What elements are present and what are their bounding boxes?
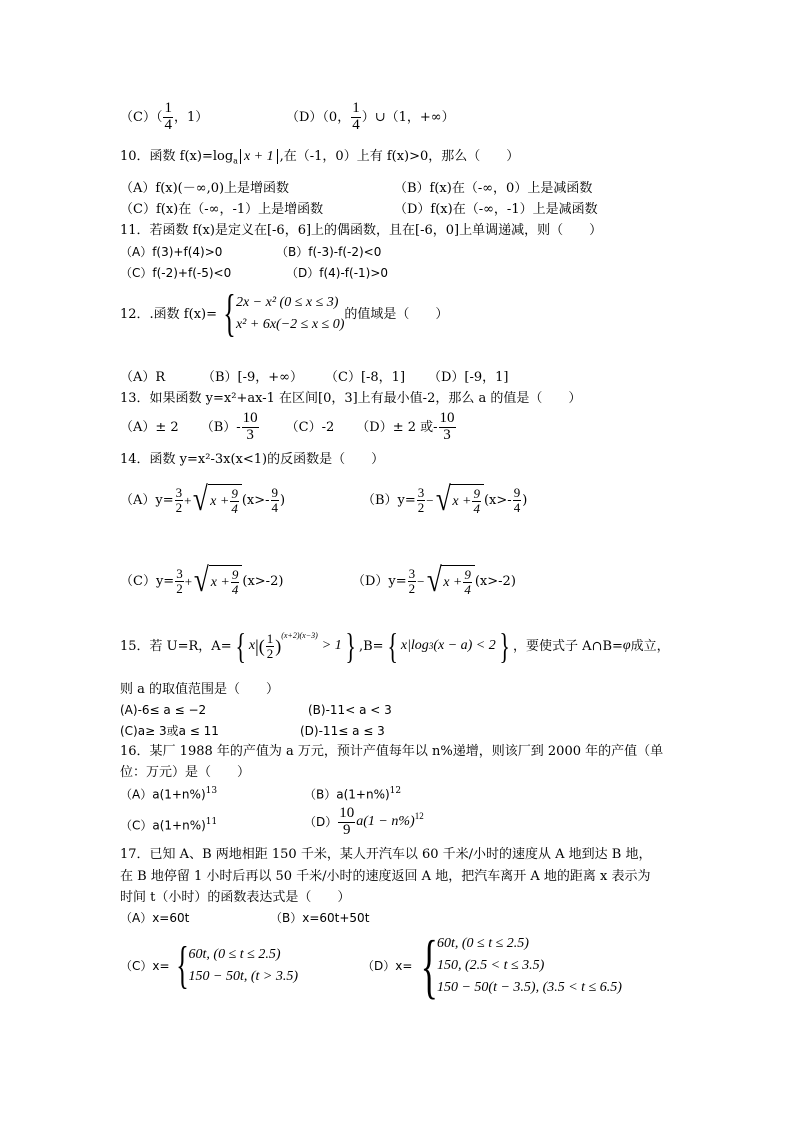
q17-c-cases (189, 944, 299, 987)
q15-stem-c: ，要使式子 A∩B= (513, 638, 623, 654)
q14-b-r-num: 9 (473, 486, 480, 502)
q17-stem-2: 在 B 地停留 1 小时后再以 50 千米/小时的速度返回 A 地，把汽车离开 A 地的距离 x 表示为 (120, 869, 651, 884)
q14-a-dom-num: 9 (271, 484, 279, 500)
q9-d-num: 1 (352, 100, 360, 116)
q14-a-r-den: 4 (231, 501, 238, 516)
radical-icon: √ (193, 481, 209, 518)
q14-b-dom-den: 4 (513, 499, 521, 515)
q12-case-1: 2x − x² (0 ≤ x ≤ 3) (235, 295, 339, 311)
q14-b-sqrt (434, 483, 484, 517)
q14-c-f-num: 3 (176, 565, 183, 581)
q14-d-label: （D）y= (352, 573, 407, 589)
q16-b-text: （B）a(1+n%) (304, 787, 390, 802)
q16-a-text: （A）a(1+n%) (120, 787, 206, 802)
radical-icon: √ (426, 562, 442, 599)
q12-case-2: x² + 6x(−2 ≤ x ≤ 0) (235, 317, 345, 332)
q10-abs-expr: x + 1 (240, 149, 278, 164)
q15-option-b: (B)-11< a < 3 (308, 703, 392, 717)
q13-option-b-label: （B）- (200, 419, 241, 435)
q13-option-d-label: （D）± 2 或- (356, 419, 438, 435)
q15-stem (120, 628, 670, 664)
q16-d-fraction (338, 806, 355, 839)
q11-option-b: （B）f(-3)-f(-2)<0 (276, 245, 382, 259)
q15-stem-b: ,B= (359, 638, 384, 654)
q15-set-b-open: { (387, 626, 398, 666)
q15-set-a-close-paren: ) (275, 636, 282, 656)
q17-option-c (120, 937, 299, 994)
q10-stem-b: ,在（-1，0）上有 f(x)>0，那么（ ） (279, 149, 520, 164)
q15-stem-d: 成立， (630, 638, 670, 654)
q15-set-b-base: 3 (428, 640, 434, 651)
q16-stem-1: 16．某厂 1988 年的产值为 a 万元，预计产值每年以 n%递增，则该厂到 2000 年的产值（单 (120, 744, 664, 759)
q14-c-r-var: x + (210, 574, 230, 590)
q14-a-dom-den: 4 (271, 499, 279, 515)
q9-d-label: （D）（0， (286, 109, 351, 125)
q14-d-sign: − (417, 573, 425, 589)
q17-d-brace: { (421, 926, 439, 1006)
q15-set-a-close: } (345, 626, 356, 666)
q14-b-dom-close: ) (522, 492, 528, 508)
q16-option-d (304, 806, 424, 839)
q14-a-r-num: 9 (231, 486, 238, 502)
q15-set-a-var: x (248, 638, 256, 653)
q9-d-tail: ）∪（1，+∞） (361, 109, 455, 125)
q14-d-f-den: 2 (408, 580, 416, 596)
q14-b-r-var: x + (452, 493, 472, 509)
q16-option-b (304, 787, 401, 801)
q15-option-a: (A)-6≤ a ≤ −2 (120, 703, 207, 717)
q13-option-d-fraction (439, 411, 456, 444)
q14-b-dom-frac (513, 486, 522, 514)
q14-b-label: （B）y= (362, 492, 416, 508)
q16-a-exp: 13 (205, 786, 218, 796)
q14-c-label: （C）y= (120, 573, 175, 589)
q14-c-sqrt (192, 564, 242, 598)
q15-set-a-num: 1 (266, 630, 274, 646)
q16-d-den: 9 (343, 821, 351, 838)
q14-d-r-var: x + (443, 574, 463, 590)
q15-set-a-den: 2 (266, 645, 274, 661)
q9-c-num: 1 (164, 100, 172, 116)
q15-set-b-body: x|log (400, 638, 429, 653)
q13-b-num: 10 (242, 410, 258, 426)
q14-b-r-frac (472, 487, 481, 515)
q14-option-b (362, 483, 527, 517)
q13-d-num: 10 (439, 410, 455, 426)
q14-b-r-den: 4 (473, 501, 480, 516)
q16-c-exp: 11 (205, 817, 218, 827)
q14-c-fraction (175, 567, 184, 595)
q15-phi: φ (622, 638, 631, 653)
q14-a-label: （A）y= (120, 492, 174, 508)
q16-option-c (120, 818, 217, 832)
q13-b-den: 3 (246, 426, 254, 443)
q11-option-d: （D）f(4)-f(-1)>0 (286, 266, 389, 280)
q14-c-r-frac (231, 568, 240, 596)
q15-set-a-bar: |( (255, 636, 265, 656)
q15-stem-a: 15．若 U=R，A= (120, 638, 232, 654)
q10-log-base: a (233, 156, 238, 166)
q14-a-fraction (175, 486, 184, 514)
q17-option-b: （B）x=60t+50t (270, 911, 370, 925)
q17-stem-3: 时间 t（小时）的函数表达式是（ ） (120, 890, 351, 905)
q14-d-domain: (x>-2) (474, 573, 516, 589)
q13-option-b-fraction (242, 411, 259, 444)
q15-option-d: (D)-11≤ a ≤ 3 (300, 724, 385, 738)
q16-option-a (120, 787, 217, 801)
q15-option-c: (C)a≥ 3或a ≤ 11 (120, 724, 219, 738)
q17-d-label: （D）x= (362, 959, 413, 973)
q14-c-f-den: 2 (176, 580, 183, 596)
q17-option-d (362, 926, 622, 1006)
q16-d-label: （D） (304, 815, 338, 830)
q14-a-f-num: 3 (175, 484, 183, 500)
q14-d-r-frac (463, 568, 472, 596)
q12-stem (120, 285, 449, 342)
q10-option-b: （B）f(x)在（-∞，0）上是减函数 (394, 181, 593, 196)
q14-b-domain: (x>- (483, 492, 512, 508)
q13-d-den: 3 (443, 426, 451, 443)
q17-option-a: （A）x=60t (120, 911, 190, 925)
radical-icon: √ (193, 562, 209, 599)
q14-d-fraction (408, 567, 417, 595)
q12-cases (236, 292, 344, 335)
q15-set-a-open: { (235, 626, 246, 666)
q17-c-brace: { (175, 937, 189, 994)
q9-c-fraction (163, 101, 173, 134)
q12-option-a: （A）R (120, 370, 166, 385)
q15-set-a-fraction (266, 632, 275, 660)
q17-c-label: （C）x= (120, 959, 170, 973)
q11-option-a: （A）f(3)+f(4)>0 (120, 245, 223, 259)
q17-c-case-1: 60t, (0 ≤ t ≤ 2.5) (188, 947, 281, 963)
q10-stem (120, 150, 519, 166)
q13-options (120, 411, 457, 444)
q14-c-r-num: 9 (231, 567, 239, 583)
q14-c-r-den: 4 (231, 582, 239, 597)
q9-d-fraction (351, 101, 361, 134)
q17-stem-1: 17．已知 A、B 两地相距 150 千米，某人开汽车以 60 千米/小时的速度从 A 地到达 B 地， (120, 847, 652, 862)
q9-c-label: （C）（ (120, 109, 163, 125)
q16-d-num: 10 (339, 805, 355, 821)
q13-option-c: （C）-2 (285, 419, 335, 435)
q16-b-exp: 12 (389, 786, 402, 796)
q10-option-d: （D）f(x)在（-∞，-1）上是减函数 (394, 202, 598, 217)
q12-option-d: （D）[-9，1] (428, 370, 509, 385)
q14-b-dom-num: 9 (513, 484, 521, 500)
q15-set-b-close: } (499, 626, 510, 666)
q16-stem-2: 位：万元）是（ ） (120, 765, 251, 780)
q10-stem-a: 10．函数 f(x)=log (120, 149, 234, 164)
q14-option-a (120, 483, 285, 517)
q14-a-sign: + (184, 492, 192, 508)
q16-d-body: a(1 − n%) (356, 814, 415, 830)
q9-option-c (120, 101, 208, 134)
q14-c-sign: + (184, 573, 193, 589)
q14-a-f-den: 2 (175, 499, 183, 515)
q12-stem-text: 12．.函数 f(x)= (120, 306, 217, 322)
q14-d-r-den: 4 (464, 582, 471, 597)
q14-b-f-den: 2 (417, 499, 425, 515)
q14-d-f-num: 3 (408, 565, 416, 581)
q17-d-case-2: 150, (2.5 < t ≤ 3.5) (436, 958, 545, 974)
q12-brace: { (223, 285, 236, 342)
q9-c-tail: ，1） (173, 109, 209, 125)
q14-b-sign: − (426, 492, 434, 508)
q10-option-c: （C）f(x)在（-∞，-1）上是增函数 (120, 202, 324, 217)
q13-option-a: （A）± 2 (120, 419, 179, 435)
q12-option-b: （B）[-9，+∞） (202, 370, 304, 385)
q14-a-dom-close: ) (280, 492, 286, 508)
q14-d-r-num: 9 (464, 567, 471, 583)
q14-a-r-var: x + (210, 493, 230, 509)
q10-option-a: （A）f(x)(－∞,0)上是增函数 (120, 181, 290, 196)
q13-stem: 13．如果函数 y=x²+ax-1 在区间[0，3]上有最小值-2，那么 a 的值是（ ） (120, 391, 582, 406)
q14-option-c (120, 564, 283, 598)
q17-d-case-3: 150 − 50(t − 3.5), (3.5 < t ≤ 6.5) (436, 979, 622, 995)
q17-d-case-1: 60t, (0 ≤ t ≤ 2.5) (436, 936, 529, 952)
q14-option-d (352, 564, 516, 598)
q14-b-fraction (417, 486, 426, 514)
q14-a-sqrt (191, 483, 241, 517)
q14-d-sqrt (425, 564, 475, 598)
radical-icon: √ (435, 481, 451, 518)
q16-c-text: （C）a(1+n%) (120, 818, 206, 833)
q11-stem: 11．若函数 f(x)是定义在[-6，6]上的偶函数，且在[-6，0]上单调递减，则（ ） (120, 223, 603, 238)
q14-a-domain: (x>- (241, 492, 270, 508)
q15-set-b-tail: (x − a) < 2 (433, 638, 496, 653)
q14-a-dom-frac (271, 486, 280, 514)
q17-c-case-2: 150 − 50t, (t > 3.5) (188, 969, 299, 984)
q14-c-domain: (x>-2) (242, 573, 284, 589)
q15-set-a-tail: > 1 (321, 638, 342, 653)
q15-set-a-exponent: (x+2)(x−3) (281, 631, 318, 640)
q9-d-den: 4 (352, 116, 360, 133)
q9-c-den: 4 (164, 116, 172, 133)
q9-option-d (286, 101, 455, 134)
q16-d-exp: 12 (414, 811, 424, 821)
q12-option-c: （C）[-8，1] (325, 370, 406, 385)
q14-stem: 14．函数 y=x²-3x(x<1)的反函数是（ ） (120, 452, 385, 467)
q14-a-r-frac (230, 487, 239, 515)
q12-stem-tail: 的值域是（ ） (344, 306, 449, 322)
q15-line-2: 则 a 的取值范围是（ ） (120, 682, 280, 697)
q11-option-c: （C）f(-2)+f(-5)<0 (120, 266, 232, 280)
q17-d-cases (437, 933, 622, 998)
q14-b-f-num: 3 (417, 484, 425, 500)
